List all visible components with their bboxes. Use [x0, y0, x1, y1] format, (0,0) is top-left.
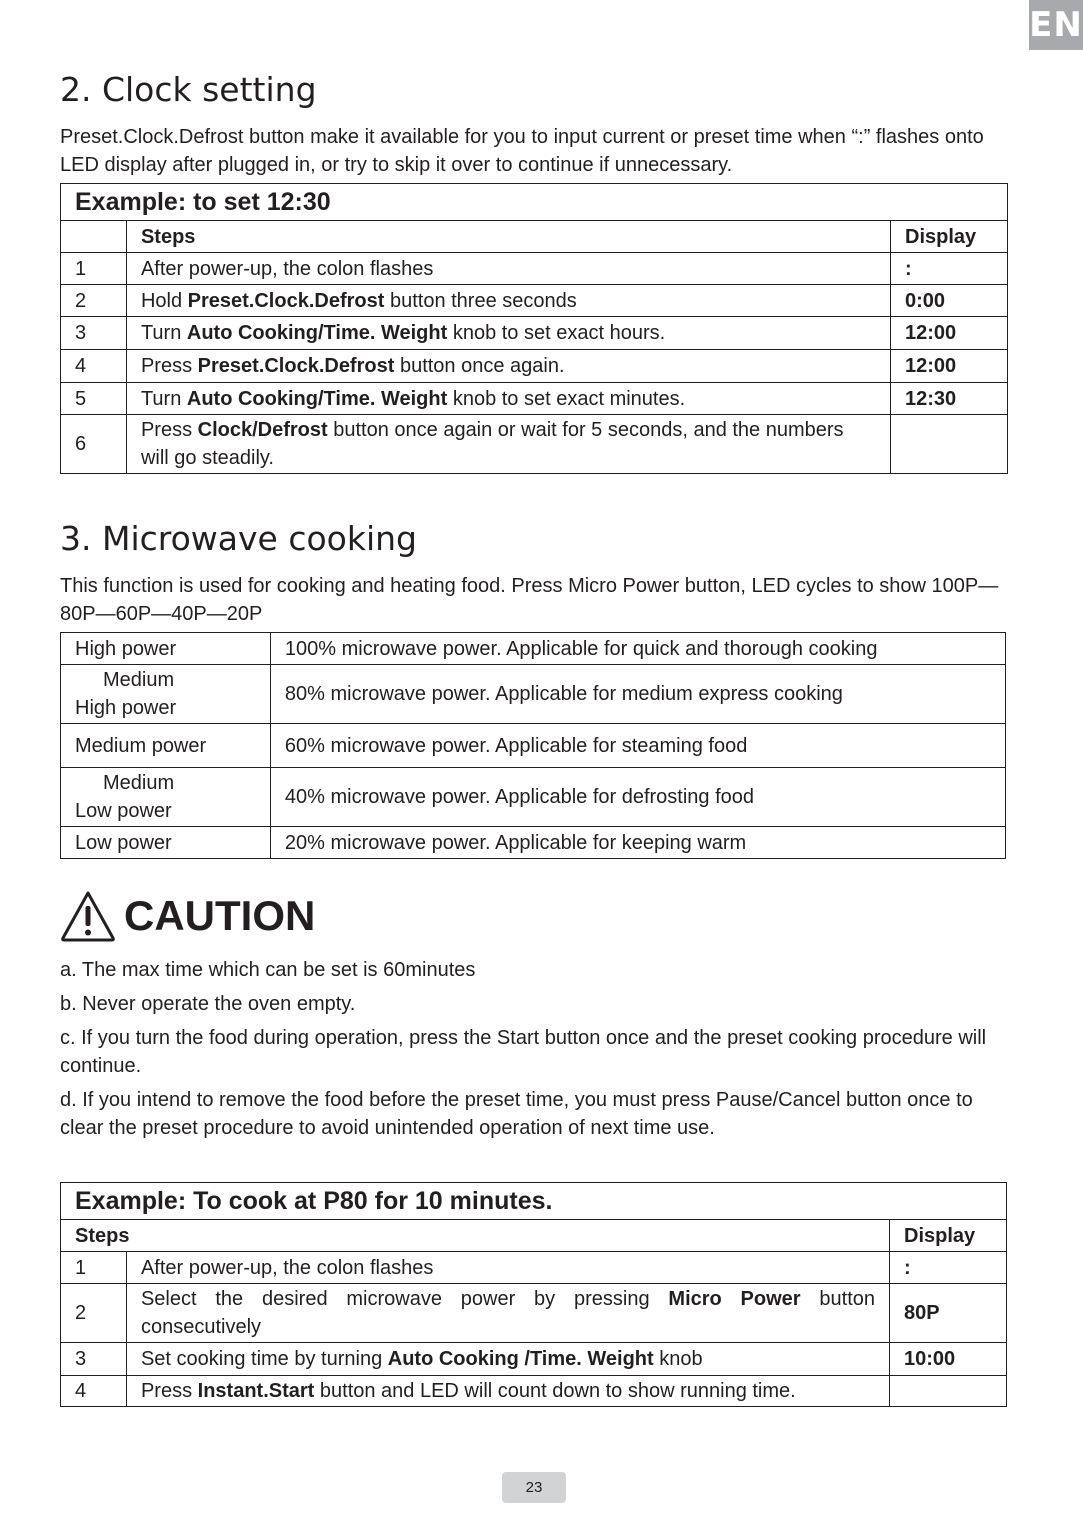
- step-text: After power-up, the colon flashes: [126, 253, 890, 285]
- step-number: 4: [61, 350, 127, 383]
- table-row: [61, 633, 1006, 665]
- step-number: 4: [61, 1376, 127, 1407]
- table-row: [61, 1252, 1007, 1284]
- step-text: After power-up, the colon flashes: [126, 1252, 889, 1284]
- step-number: 2: [61, 1284, 127, 1343]
- power-level-name: High power: [61, 633, 271, 665]
- power-level-name: Low power: [61, 827, 271, 859]
- warning-triangle-icon: [60, 890, 116, 942]
- power-levels-table: [60, 632, 1006, 859]
- power-level-desc: 20% microwave power. Applicable for keeping warm: [270, 827, 1005, 859]
- table-row: [61, 768, 1006, 827]
- step-text: Set cooking time by turning Auto Cooking /Time. Weight knob: [126, 1343, 889, 1376]
- table-row: [61, 415, 1008, 474]
- step-text: Press Instant.Start button and LED will count down to show running time.: [126, 1376, 889, 1407]
- step-display: 10:00: [890, 1343, 1007, 1376]
- caution-notes: [60, 956, 1010, 1148]
- step-text: Select the desired microwave power by pressing Micro Power button consecutively: [126, 1284, 889, 1343]
- column-header-display: Display: [890, 1220, 1007, 1252]
- microwave-cooking-intro: This function is used for cooking and heating food. Press Micro Power button, LED cycles to show 100P—80P—60P—40P—20P: [60, 575, 999, 625]
- table-row: [61, 1284, 1007, 1343]
- table-row: [61, 724, 1006, 768]
- step-text: Press Clock/Defrost button once again or wait for 5 seconds, and the numbers will go steadily.: [126, 415, 890, 474]
- step-number: 3: [61, 317, 127, 350]
- step-number: 1: [61, 253, 127, 285]
- page-number: 23: [502, 1472, 566, 1503]
- table-row: [61, 1343, 1007, 1376]
- table-row: [61, 253, 1008, 285]
- table-row: [61, 317, 1008, 350]
- step-display: 12:30: [891, 383, 1008, 415]
- power-level-desc: 40% microwave power. Applicable for defrosting food: [270, 768, 1005, 827]
- caution-note: d. If you intend to remove the food before the preset time, you must press Pause/Cancel button once to clear the preset procedure to avoid unintended operation of next time use.: [60, 1089, 973, 1139]
- table-row: [61, 350, 1008, 383]
- microwave-cooking-heading: 3. Microwave cooking: [60, 519, 417, 558]
- caution-banner: [60, 890, 315, 942]
- step-display: 80P: [890, 1284, 1007, 1343]
- table-row: [61, 1376, 1007, 1407]
- caution-note: b. Never operate the oven empty.: [60, 993, 356, 1015]
- step-number: 3: [61, 1343, 127, 1376]
- power-level-desc: 100% microwave power. Applicable for quick and thorough cooking: [270, 633, 1005, 665]
- table-row: [61, 665, 1006, 724]
- step-number: 1: [61, 1252, 127, 1284]
- step-display: 12:00: [891, 350, 1008, 383]
- cook-example-title: Example: To cook at P80 for 10 minutes.: [61, 1183, 1007, 1220]
- power-level-name: Medium Low power: [61, 768, 271, 827]
- step-display: :: [891, 253, 1008, 285]
- power-level-desc: 80% microwave power. Applicable for medium express cooking: [270, 665, 1005, 724]
- table-row: [61, 285, 1008, 317]
- table-header-blank: [61, 221, 127, 253]
- caution-label: CAUTION: [124, 892, 316, 939]
- step-number: 6: [61, 415, 127, 474]
- step-text: Press Preset.Clock.Defrost button once again.: [126, 350, 890, 383]
- step-display: 12:00: [891, 317, 1008, 350]
- step-display: [891, 415, 1008, 474]
- clock-example-title: Example: to set 12:30: [61, 184, 1008, 221]
- step-number: 5: [61, 383, 127, 415]
- step-text: Hold Preset.Clock.Defrost button three seconds: [126, 285, 890, 317]
- power-level-name: Medium High power: [61, 665, 271, 724]
- step-display: :: [890, 1252, 1007, 1284]
- caution-note: a. The max time which can be set is 60minutes: [60, 959, 476, 981]
- column-header-steps: Steps: [126, 221, 890, 253]
- cook-example-table: [60, 1182, 1007, 1407]
- caution-note: c. If you turn the food during operation, press the Start button once and the preset cooking procedure will continue.: [60, 1027, 987, 1077]
- step-text: Turn Auto Cooking/Time. Weight knob to set exact hours.: [126, 317, 890, 350]
- clock-setting-heading: 2. Clock setting: [60, 70, 317, 109]
- table-row: [61, 383, 1008, 415]
- step-display: 0:00: [891, 285, 1008, 317]
- step-number: 2: [61, 285, 127, 317]
- power-level-name: Medium power: [61, 724, 271, 768]
- step-text: Turn Auto Cooking/Time. Weight knob to set exact minutes.: [126, 383, 890, 415]
- table-row: [61, 827, 1006, 859]
- column-header-steps: Steps: [61, 1220, 890, 1252]
- clock-example-table: [60, 183, 1008, 474]
- step-display: [890, 1376, 1007, 1407]
- power-level-desc: 60% microwave power. Applicable for steaming food: [270, 724, 1005, 768]
- column-header-display: Display: [891, 221, 1008, 253]
- language-tab: EN: [1029, 0, 1083, 50]
- clock-setting-intro: Preset.Clock.Defrost button make it available for you to input current or preset time when “:” flashes onto LED display after plugged in, or try to skip it over to continue if unnecessary.: [60, 126, 984, 176]
